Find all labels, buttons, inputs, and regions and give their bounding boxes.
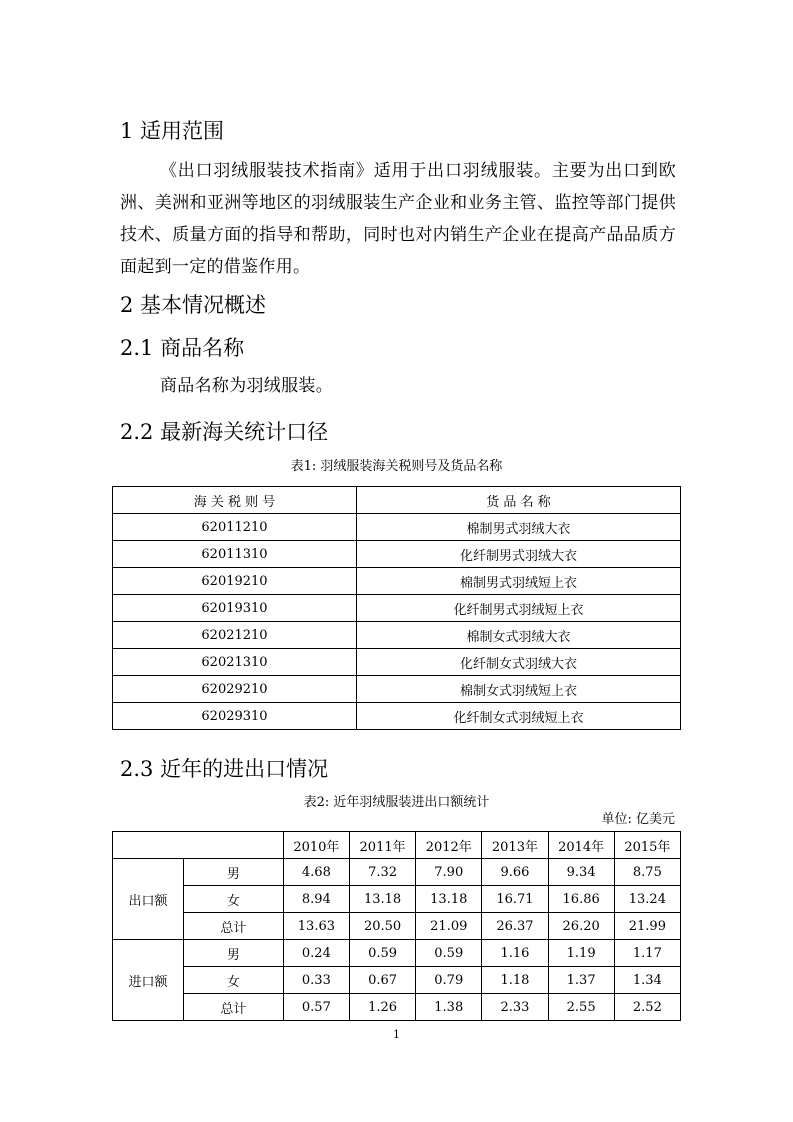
value-cell: 16.71 xyxy=(482,886,548,913)
section-2-title: 2 基本情况概述 xyxy=(120,293,267,317)
value-cell: 16.86 xyxy=(548,886,614,913)
group-label-export: 出口额 xyxy=(113,859,184,940)
value-cell: 0.24 xyxy=(283,940,349,967)
value-cell: 1.38 xyxy=(416,994,482,1021)
value-cell: 1.16 xyxy=(482,940,548,967)
row-label: 女 xyxy=(184,886,284,913)
section-2-2-title: 2.2 最新海关统计口径 xyxy=(120,420,329,444)
table-2-unit: 单位: 亿美元 xyxy=(601,812,675,827)
value-cell: 0.59 xyxy=(349,940,415,967)
product-name: 化纤制男式羽绒大衣 xyxy=(357,541,681,568)
table-row xyxy=(113,622,681,649)
tariff-code: 62019310 xyxy=(113,595,357,622)
table-row xyxy=(113,913,681,940)
table-row xyxy=(113,994,681,1021)
tariff-code: 62021210 xyxy=(113,622,357,649)
product-name: 化纤制男式羽绒短上衣 xyxy=(357,595,681,622)
table-row xyxy=(113,967,681,994)
value-cell: 0.33 xyxy=(283,967,349,994)
tariff-code: 62011210 xyxy=(113,514,357,541)
product-name: 化纤制女式羽绒大衣 xyxy=(357,649,681,676)
page-number: 1 xyxy=(393,1028,400,1041)
product-name: 化纤制女式羽绒短上衣 xyxy=(357,703,681,730)
value-cell: 9.66 xyxy=(482,859,548,886)
section-1-paragraph: 《出口羽绒服装技术指南》适用于出口羽绒服装。主要为出口到欧洲、美洲和亚洲等地区的羽绒服装生产企业和业务主管、监控等部门提供技术、质量方面的指导和帮助，同时也对内销生产企业在提高产品品质方面起到一定的借鉴作用。 xyxy=(120,161,676,277)
value-cell: 9.34 xyxy=(548,859,614,886)
table-row xyxy=(113,886,681,913)
value-cell: 4.68 xyxy=(283,859,349,886)
value-cell: 8.94 xyxy=(283,886,349,913)
table-2-caption: 表2: 近年羽绒服装进出口额统计 xyxy=(303,795,490,810)
table-row xyxy=(113,940,681,967)
table-1-caption: 表1: 羽绒服装海关税则号及货品名称 xyxy=(290,459,503,474)
year-header: 2014年 xyxy=(548,832,614,859)
value-cell: 1.37 xyxy=(548,967,614,994)
value-cell: 2.55 xyxy=(548,994,614,1021)
column-header: 货 品 名 称 xyxy=(357,487,681,514)
year-header: 2015年 xyxy=(614,832,680,859)
corner-cell xyxy=(113,832,284,859)
year-header-row xyxy=(113,832,681,859)
product-name: 棉制男式羽绒大衣 xyxy=(357,514,681,541)
table-row xyxy=(113,649,681,676)
section-2-1-title: 2.1 商品名称 xyxy=(120,336,245,360)
section-1-title: 1 适用范围 xyxy=(120,119,225,143)
value-cell: 1.26 xyxy=(349,994,415,1021)
row-label: 总计 xyxy=(184,994,284,1021)
value-cell: 13.63 xyxy=(283,913,349,940)
product-name: 棉制女式羽绒短上衣 xyxy=(357,676,681,703)
column-header: 海 关 税 则 号 xyxy=(113,487,357,514)
tariff-code: 62029210 xyxy=(113,676,357,703)
table-row xyxy=(113,514,681,541)
table-row xyxy=(113,595,681,622)
value-cell: 21.09 xyxy=(416,913,482,940)
value-cell: 13.24 xyxy=(614,886,680,913)
value-cell: 8.75 xyxy=(614,859,680,886)
value-cell: 1.17 xyxy=(614,940,680,967)
value-cell: 7.90 xyxy=(416,859,482,886)
value-cell: 1.18 xyxy=(482,967,548,994)
product-name: 棉制女式羽绒大衣 xyxy=(357,622,681,649)
value-cell: 0.79 xyxy=(416,967,482,994)
row-label: 总计 xyxy=(184,913,284,940)
year-header: 2013年 xyxy=(482,832,548,859)
value-cell: 13.18 xyxy=(349,886,415,913)
value-cell: 1.19 xyxy=(548,940,614,967)
table-row xyxy=(113,541,681,568)
table-row xyxy=(113,676,681,703)
value-cell: 1.34 xyxy=(614,967,680,994)
value-cell: 26.20 xyxy=(548,913,614,940)
tariff-code: 62019210 xyxy=(113,568,357,595)
table-row xyxy=(113,568,681,595)
row-label: 男 xyxy=(184,859,284,886)
value-cell: 0.67 xyxy=(349,967,415,994)
value-cell: 21.99 xyxy=(614,913,680,940)
value-cell: 0.59 xyxy=(416,940,482,967)
value-cell: 0.57 xyxy=(283,994,349,1021)
year-header: 2012年 xyxy=(416,832,482,859)
customs-code-table xyxy=(112,486,681,730)
table-row xyxy=(113,703,681,730)
table-row xyxy=(113,859,681,886)
row-label: 女 xyxy=(184,967,284,994)
section-2-3-title: 2.3 近年的进出口情况 xyxy=(120,757,329,781)
tariff-code: 62029310 xyxy=(113,703,357,730)
year-header: 2011年 xyxy=(349,832,415,859)
table-header-row xyxy=(113,487,681,514)
product-name: 棉制男式羽绒短上衣 xyxy=(357,568,681,595)
year-header: 2010年 xyxy=(283,832,349,859)
import-export-table xyxy=(112,831,681,1021)
value-cell: 7.32 xyxy=(349,859,415,886)
value-cell: 2.52 xyxy=(614,994,680,1021)
tariff-code: 62011310 xyxy=(113,541,357,568)
value-cell: 26.37 xyxy=(482,913,548,940)
value-cell: 13.18 xyxy=(416,886,482,913)
group-label-import: 进口额 xyxy=(113,940,184,1021)
value-cell: 20.50 xyxy=(349,913,415,940)
row-label: 男 xyxy=(184,940,284,967)
section-2-1-paragraph: 商品名称为羽绒服装。 xyxy=(160,376,333,396)
tariff-code: 62021310 xyxy=(113,649,357,676)
value-cell: 2.33 xyxy=(482,994,548,1021)
